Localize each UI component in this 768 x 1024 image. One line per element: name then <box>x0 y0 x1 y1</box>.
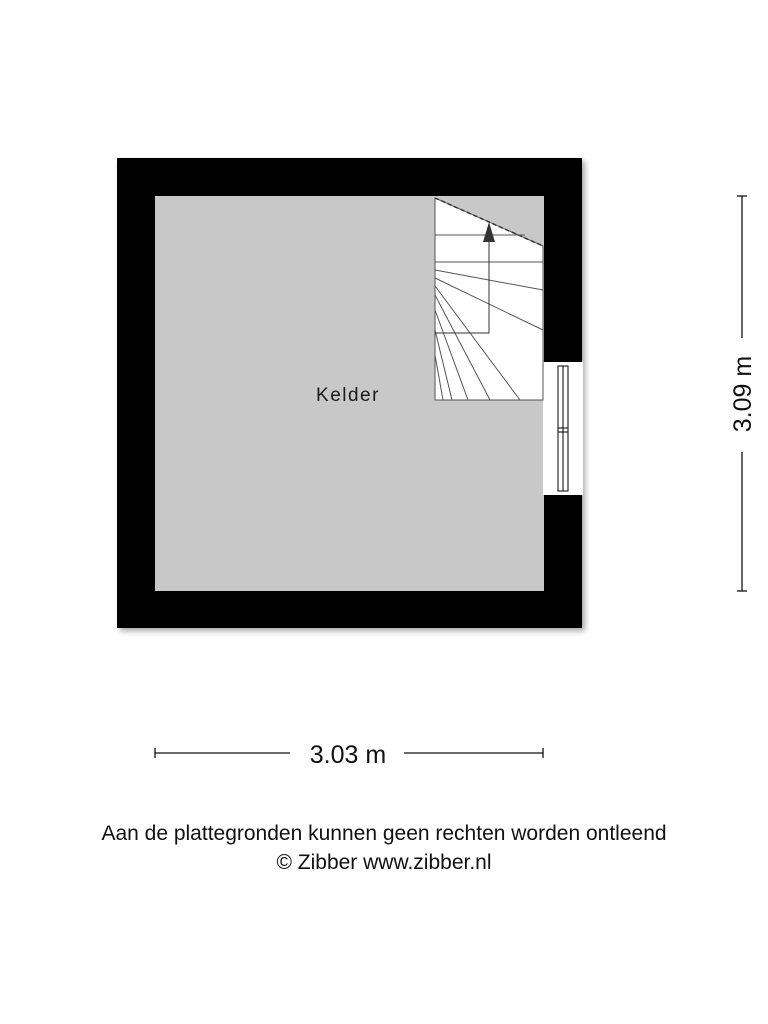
room-label: Kelder <box>316 385 380 406</box>
height-dimension-label: 3.09 m <box>729 355 757 433</box>
disclaimer-text: Aan de plattegronden kunnen geen rechten worden ontleend <box>101 822 667 845</box>
width-dimension-label: 3.03 m <box>309 741 387 769</box>
window <box>543 362 583 495</box>
copyright-text: © Zibber www.zibber.nl <box>276 851 492 874</box>
